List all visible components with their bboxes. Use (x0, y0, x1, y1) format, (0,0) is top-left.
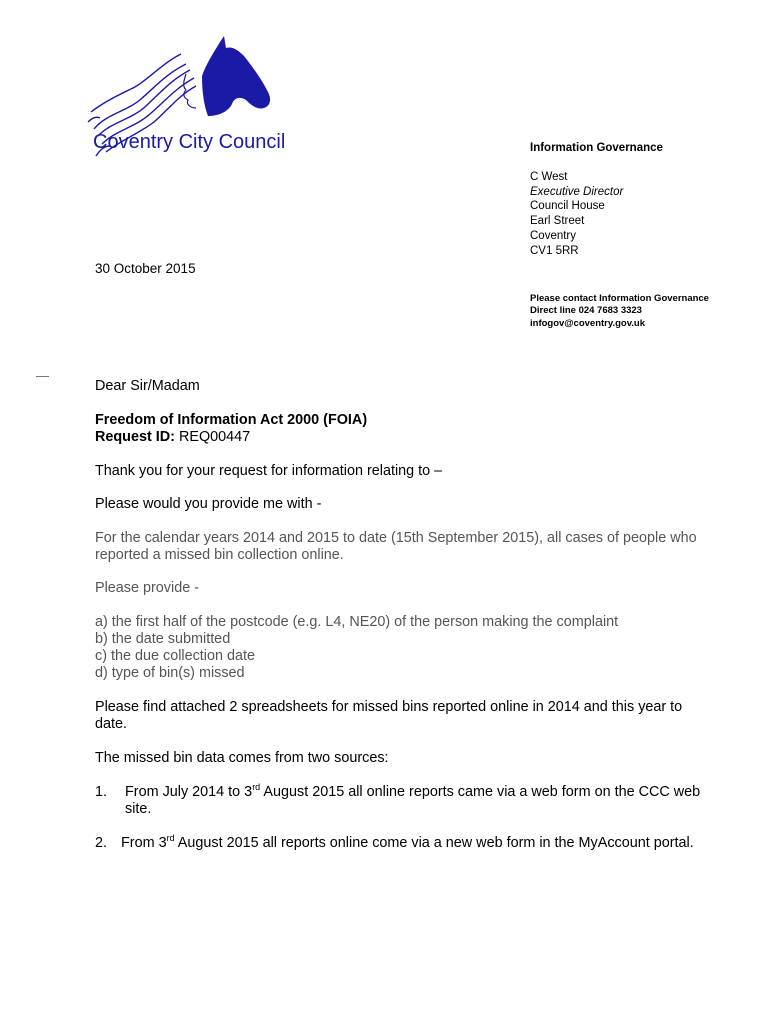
quote-body: For the calendar years 2014 and 2015 to date (15th September 2015), all cases of people who reported a missed bin collection online. (95, 530, 697, 563)
face-outline (184, 74, 196, 108)
attached-note: Please find attached 2 spreadsheets for missed bins reported online in 2014 and this year to date. (95, 699, 683, 732)
quote-item: b) the date submitted (95, 631, 231, 647)
address-line: CV1 5RR (530, 244, 579, 257)
contact-block (530, 141, 760, 330)
act-title: Freedom of Information Act 2000 (FOIA) (95, 412, 368, 428)
address-line: Coventry (530, 229, 577, 242)
email[interactable]: infogov@coventry.gov.uk (530, 317, 646, 329)
request-label: Request ID: (95, 429, 175, 445)
source-text: From July 2014 to 3rd August 2015 all online reports came via a web form on the CCC web site. (125, 782, 701, 817)
sources-intro: The missed bin data comes from two sources: (95, 750, 389, 766)
quote-intro: Please would you provide me with - (95, 496, 322, 512)
contact-name: C West (530, 170, 568, 183)
address-line: Council House (530, 200, 605, 213)
council-name: Coventry City Council (93, 131, 286, 153)
quote-item: d) type of bin(s) missed (95, 665, 245, 681)
horse-head-icon (202, 36, 270, 116)
request-line (95, 429, 715, 446)
source-item-2 (95, 835, 715, 852)
quote-item: c) the due collection date (95, 648, 255, 664)
source-text: From 3rd August 2015 all reports online come via a new web form in the MyAccount portal. (121, 833, 694, 851)
margin-mark: — (36, 368, 49, 383)
intro: Thank you for your request for information relating to – (95, 463, 443, 479)
letter-body (95, 378, 715, 852)
request-id: REQ00447 (178, 429, 251, 445)
list-number: 2. (95, 835, 108, 851)
quote-item: a) the first half of the postcode (e.g. L4, NE20) of the person making the complaint (95, 614, 619, 630)
source-item-1 (95, 784, 715, 818)
contact-role: Executive Director (530, 185, 624, 198)
direct-line: Direct line 024 7683 3323 (530, 305, 642, 317)
quote-provide: Please provide - (95, 580, 199, 596)
address-line: Earl Street (530, 215, 585, 228)
letter-date: 30 October 2015 (95, 261, 196, 276)
department: Information Governance (530, 142, 663, 154)
salutation: Dear Sir/Madam (95, 378, 200, 394)
contact-line: Please contact Information Governance (530, 292, 709, 304)
list-number: 1. (95, 784, 108, 800)
